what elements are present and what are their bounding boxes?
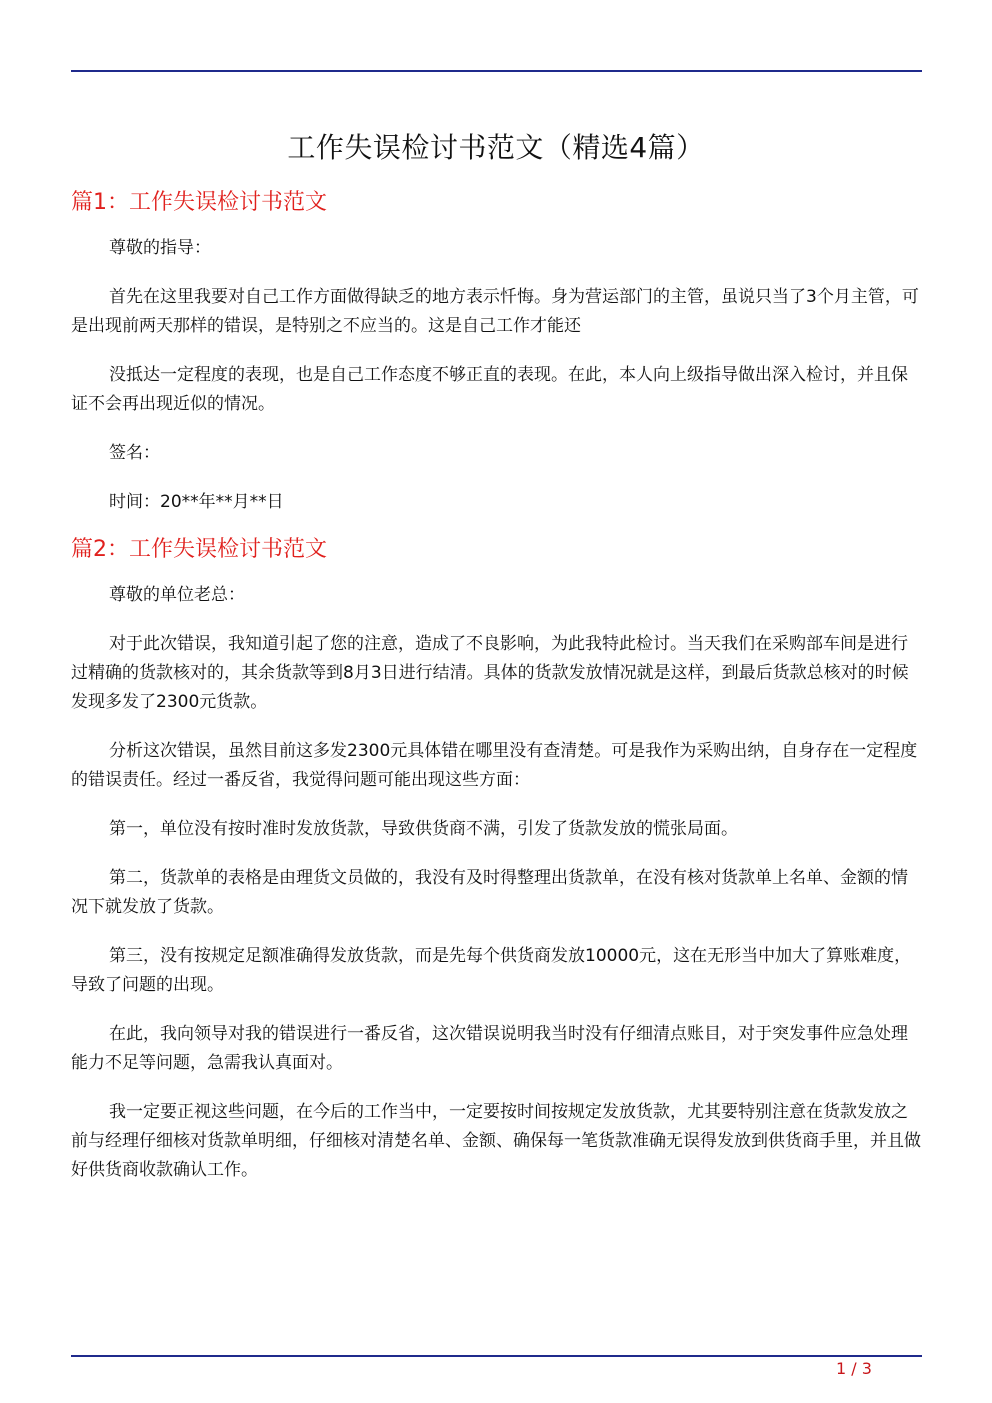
page-number: 1 / 3 bbox=[836, 1359, 872, 1378]
paragraph: 尊敬的单位老总： bbox=[109, 585, 245, 605]
paragraph: 尊敬的指导： bbox=[109, 238, 211, 258]
paragraph: 首先在这里我要对自己工作方面做得缺乏的地方表示忏悔。身为营运部门的主管，虽说只当了3个月主管，可是出现前两天那样的错误，是特别之不应当的。这是自己工作才能还 bbox=[71, 287, 919, 336]
paragraph: 没抵达一定程度的表现，也是自己工作态度不够正直的表现。在此，本人向上级指导做出深入检讨，并且保证不会再出现近似的情况。 bbox=[71, 365, 908, 414]
paragraph: 分析这次错误，虽然目前这多发2300元具体错在哪里没有查清楚。可是我作为采购出纳，自身存在一定程度的错误责任。经过一番反省，我觉得问题可能出现这些方面： bbox=[71, 741, 918, 790]
paragraph: 我一定要正视这些问题，在今后的工作当中，一定要按时间按规定发放货款，尤其要特别注意在货款发放之前与经理仔细核对货款单明细，仔细核对清楚名单、金额、确保每一笔货款准确无误得发放到供货商手里，并且做好供货商收款确认工作。 bbox=[71, 1102, 921, 1180]
section-1 bbox=[71, 186, 922, 517]
section-2 bbox=[71, 533, 922, 1185]
paragraph: 对于此次错误，我知道引起了您的注意，造成了不良影响，为此我特此检讨。当天我们在采购部车间是进行过精确的货款核对的，其余货款等到8月3日进行结清。具体的货款发放情况就是这样，到最后货款总核对的时候发现多发了2300元货款。 bbox=[71, 634, 909, 712]
paragraph: 第二，货款单的表格是由理货文员做的，我没有及时得整理出货款单，在没有核对货款单上名单、金额的情况下就发放了货款。 bbox=[71, 868, 908, 917]
date-line: 时间：20**年**月**日 bbox=[109, 492, 284, 512]
header-rule bbox=[71, 70, 922, 72]
footer-rule bbox=[71, 1355, 922, 1357]
paragraph: 在此，我向领导对我的错误进行一番反省，这次错误说明我当时没有仔细清点账目，对于突发事件应急处理能力不足等问题，急需我认真面对。 bbox=[71, 1024, 908, 1073]
paragraph: 第一，单位没有按时准时发放货款，导致供货商不满，引发了货款发放的慌张局面。 bbox=[109, 819, 738, 839]
document-body bbox=[71, 186, 922, 1205]
signature-line: 签名： bbox=[109, 443, 160, 463]
section-heading: 篇2：工作失误检讨书范文 bbox=[71, 537, 327, 562]
section-heading: 篇1：工作失误检讨书范文 bbox=[71, 190, 327, 215]
document-title: 工作失误检讨书范文（精选4篇） bbox=[287, 131, 705, 164]
paragraph: 第三，没有按规定足额准确得发放货款，而是先每个供货商发放10000元，这在无形当中加大了算账难度，导致了问题的出现。 bbox=[71, 946, 912, 995]
